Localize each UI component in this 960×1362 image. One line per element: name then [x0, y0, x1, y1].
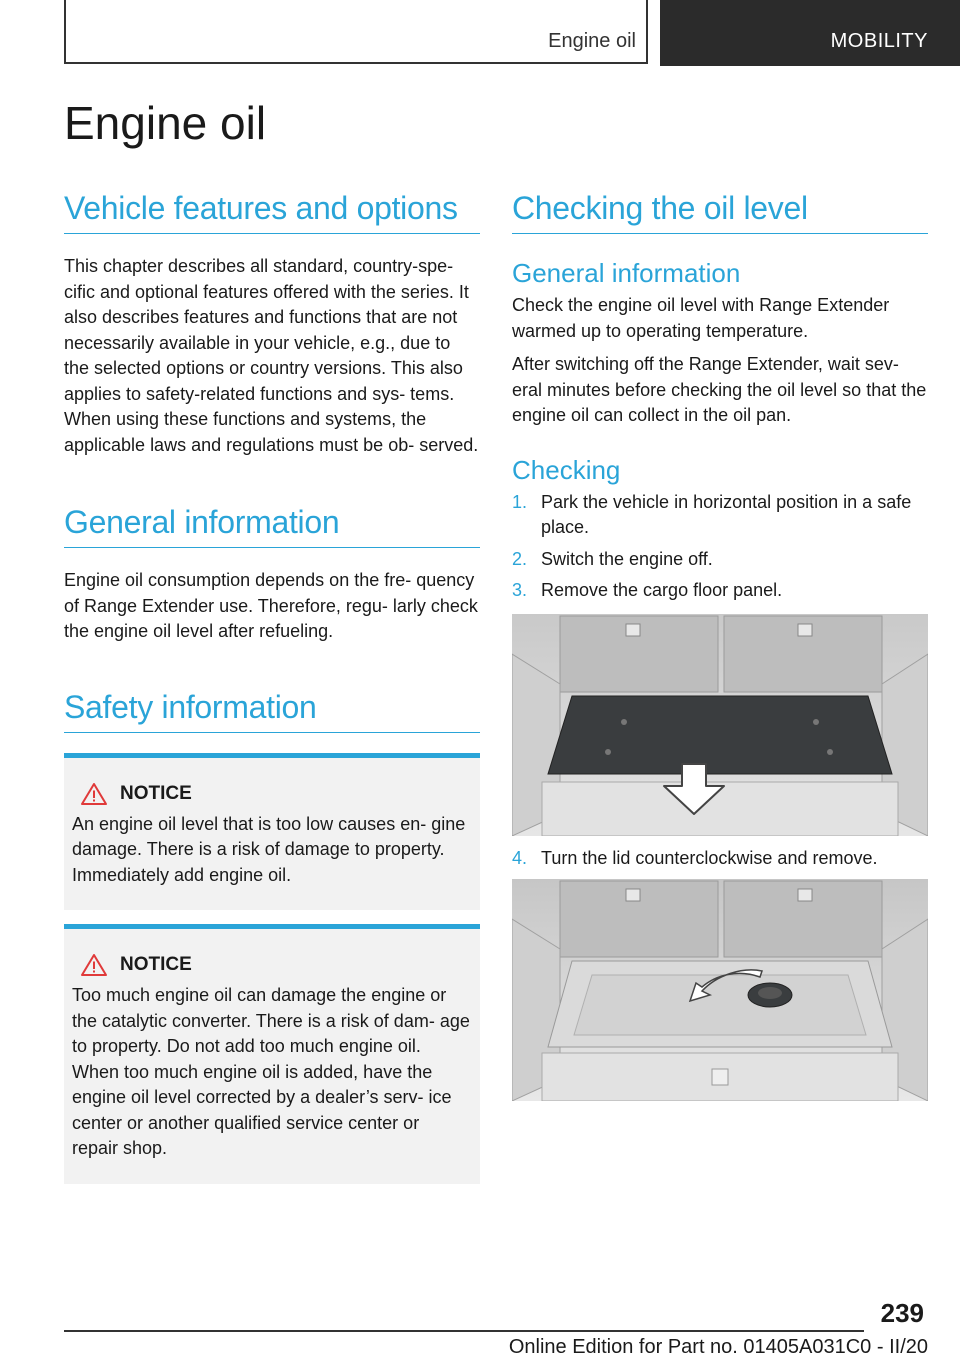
step-item: [512, 578, 928, 604]
step-number: 3.: [512, 580, 528, 600]
notice-title: NOTICE: [120, 782, 192, 804]
header-border-right: [646, 0, 648, 64]
step-item: [512, 490, 928, 541]
step-text: Turn the lid counterclockwise and remove.: [541, 847, 878, 868]
header-chapter-label: MOBILITY: [830, 30, 928, 52]
step-text: Switch the engine off.: [541, 548, 713, 569]
general-information-p2: After switching off the Range Extender, wait sev- eral minutes before checking the oil level so that the engine oil can collect in the oil pan.: [512, 354, 927, 425]
vehicle-features-body: This chapter describes all standard, country-spe- cific and optional features offered with the series. It also describes features and functions that are not necessarily available in your vehicle, e.g., due to the selected options or country versions. This also applies to safety-related functions and sys- tems. When using these functions and systems, the applicable laws and regulations must be ob- served.: [64, 256, 479, 455]
step-text: Park the vehicle in horizontal position in a safe place.: [541, 491, 912, 537]
left-column: [64, 190, 480, 1184]
general-information-heading: General information: [64, 504, 480, 548]
notice-box: [64, 753, 480, 911]
warning-triangle-icon: [80, 953, 108, 977]
notice-header: [72, 953, 470, 977]
checking-steps-continued: [512, 846, 928, 872]
notice-body: Too much engine oil can damage the engine or the catalytic converter. There is a risk of dam- age to property. Do not add too much engine oil. When too much engine oil is added, have the engine oil level corrected by a dealer’s serv- ice center or another qualified service center or repair shop.: [72, 985, 470, 1158]
notice-header: [72, 782, 470, 806]
general-information-body: Engine oil consumption depends on the fre- quency of Range Extender use. Therefore, regu- larly check the engine oil level after refueling.: [64, 570, 478, 641]
right-column: [512, 190, 928, 1101]
checking-steps: [512, 490, 928, 604]
checking-oil-level-heading: Checking the oil level: [512, 190, 928, 234]
notice-box: [64, 924, 480, 1184]
notice-title: NOTICE: [120, 954, 192, 975]
step-number: 2.: [512, 548, 528, 569]
checking-subheading: Checking: [512, 454, 621, 485]
page-title: Engine oil: [64, 97, 267, 149]
warning-triangle-icon: [80, 782, 108, 806]
step-number: 4.: [512, 847, 528, 868]
notice-body: An engine oil level that is too low causes en- gine damage. There is a risk of damage to property. Immediately add engine oil.: [72, 813, 466, 885]
header-section-label: Engine oil: [548, 30, 636, 52]
safety-information-heading: Safety information: [64, 689, 480, 733]
step-item: [512, 846, 928, 872]
header-border-left: [64, 0, 66, 64]
general-information-subheading: General information: [512, 258, 741, 288]
header-border-bottom: [64, 62, 648, 64]
step-item: [512, 547, 928, 573]
page-number: 239: [880, 1298, 924, 1328]
footer-edition: Online Edition for Part no. 01405A031C0 - II/20: [508, 1336, 928, 1358]
oil-filler-lid-illustration: [512, 879, 928, 1101]
general-information-p1: Check the engine oil level with Range Extender warmed up to operating temperature.: [512, 295, 890, 341]
step-number: 1.: [512, 491, 528, 512]
step-text: Remove the cargo floor panel.: [541, 580, 783, 600]
cargo-floor-panel-illustration: [512, 614, 928, 836]
page-header: [0, 0, 960, 66]
footer-divider: [64, 1330, 864, 1332]
vehicle-features-heading: Vehicle features and options: [64, 190, 480, 234]
